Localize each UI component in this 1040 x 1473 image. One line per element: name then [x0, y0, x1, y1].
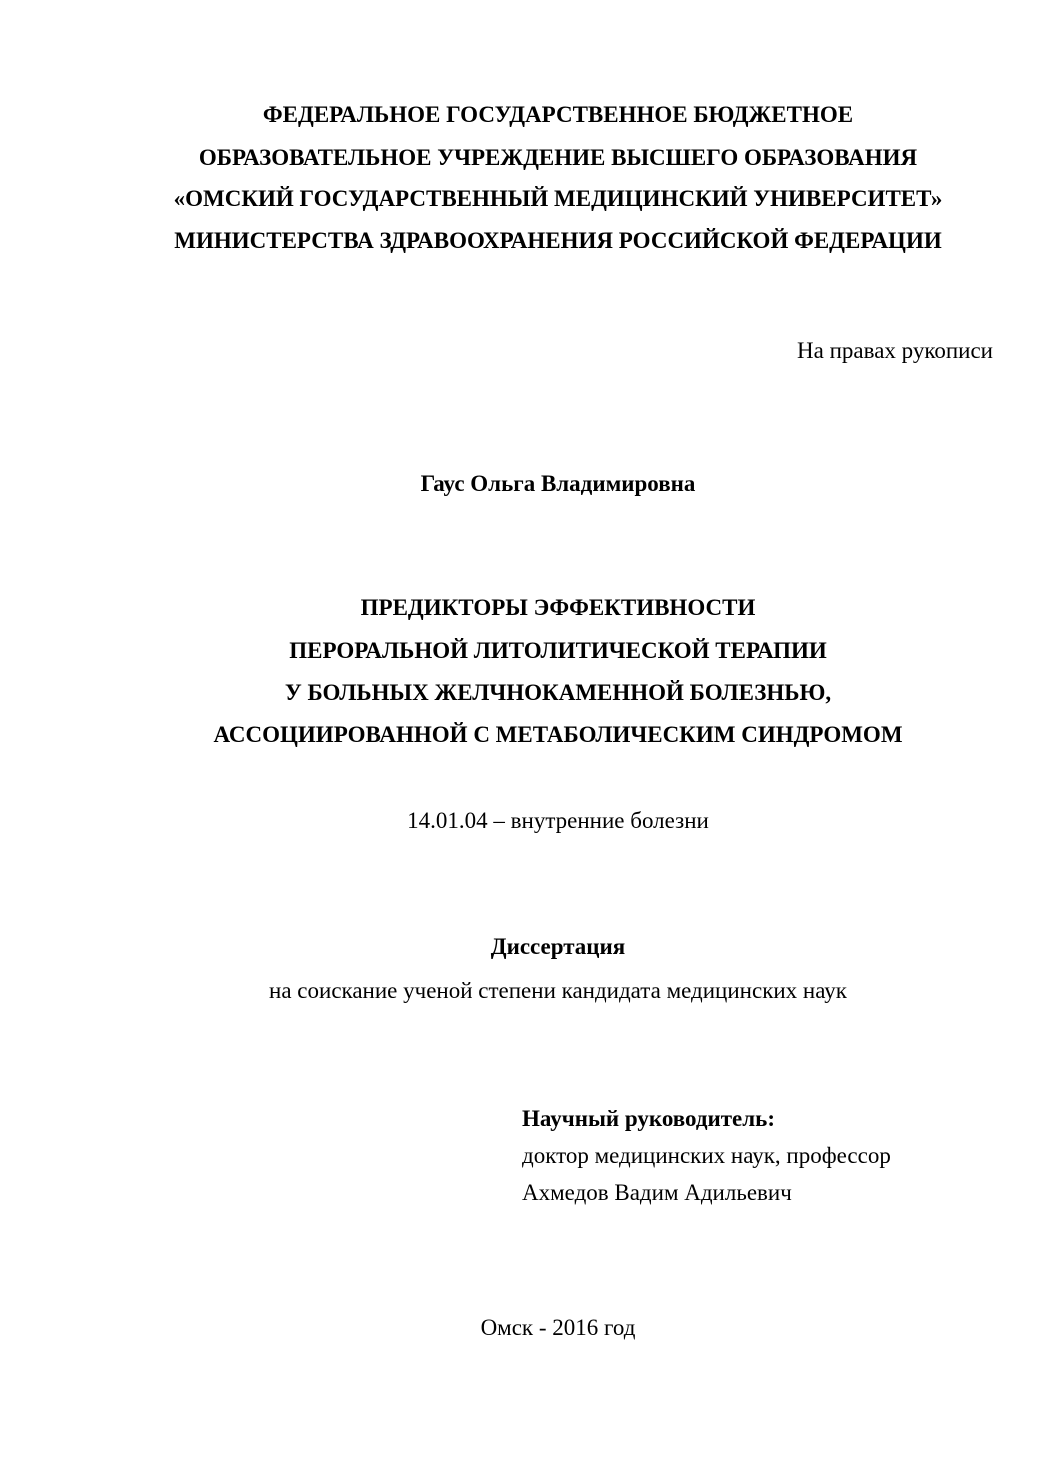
organization-line-2: ОБРАЗОВАТЕЛЬНОЕ УЧРЕЖДЕНИЕ ВЫСШЕГО ОБРАЗОВАНИЯ	[198, 145, 918, 170]
thesis-title-line-2: ПЕРОРАЛЬНОЙ ЛИТОЛИТИЧЕСКОЙ ТЕРАПИИ	[289, 638, 827, 663]
thesis-title-line-3: У БОЛЬНЫХ ЖЕЛЧНОКАМЕННОЙ БОЛЕЗНЬЮ,	[284, 680, 832, 705]
advisor-name: Ахмедов Вадим Адильевич	[522, 1180, 792, 1205]
organization-line-1: ФЕДЕРАЛЬНОЕ ГОСУДАРСТВЕННОЕ БЮДЖЕТНОЕ	[262, 102, 854, 127]
thesis-title-line-4: АССОЦИИРОВАННОЙ С МЕТАБОЛИЧЕСКИМ СИНДРОМОМ	[213, 722, 903, 747]
organization-line-4: МИНИСТЕРСТВА ЗДРАВООХРАНЕНИЯ РОССИЙСКОЙ ФЕДЕРАЦИИ	[174, 228, 942, 253]
manuscript-note: На правах рукописи	[797, 338, 993, 363]
thesis-title-line-1: ПРЕДИКТОРЫ ЭФФЕКТИВНОСТИ	[360, 595, 756, 620]
city-year-footer: Омск - 2016 год	[480, 1315, 636, 1340]
advisor-degree: доктор медицинских наук, профессор	[522, 1143, 891, 1168]
author-name: Гаус Ольга Владимировна	[420, 471, 696, 496]
advisor-heading: Научный руководитель:	[522, 1106, 775, 1131]
document-purpose: на соискание ученой степени кандидата медицинских наук	[269, 978, 847, 1003]
specialty-code: 14.01.04 – внутренние болезни	[407, 808, 709, 833]
advisor-block	[522, 1100, 891, 1211]
organization-line-3: «ОМСКИЙ ГОСУДАРСТВЕННЫЙ МЕДИЦИНСКИЙ УНИВЕРСИТЕТ»	[173, 186, 943, 211]
document-type-label: Диссертация	[490, 934, 626, 959]
